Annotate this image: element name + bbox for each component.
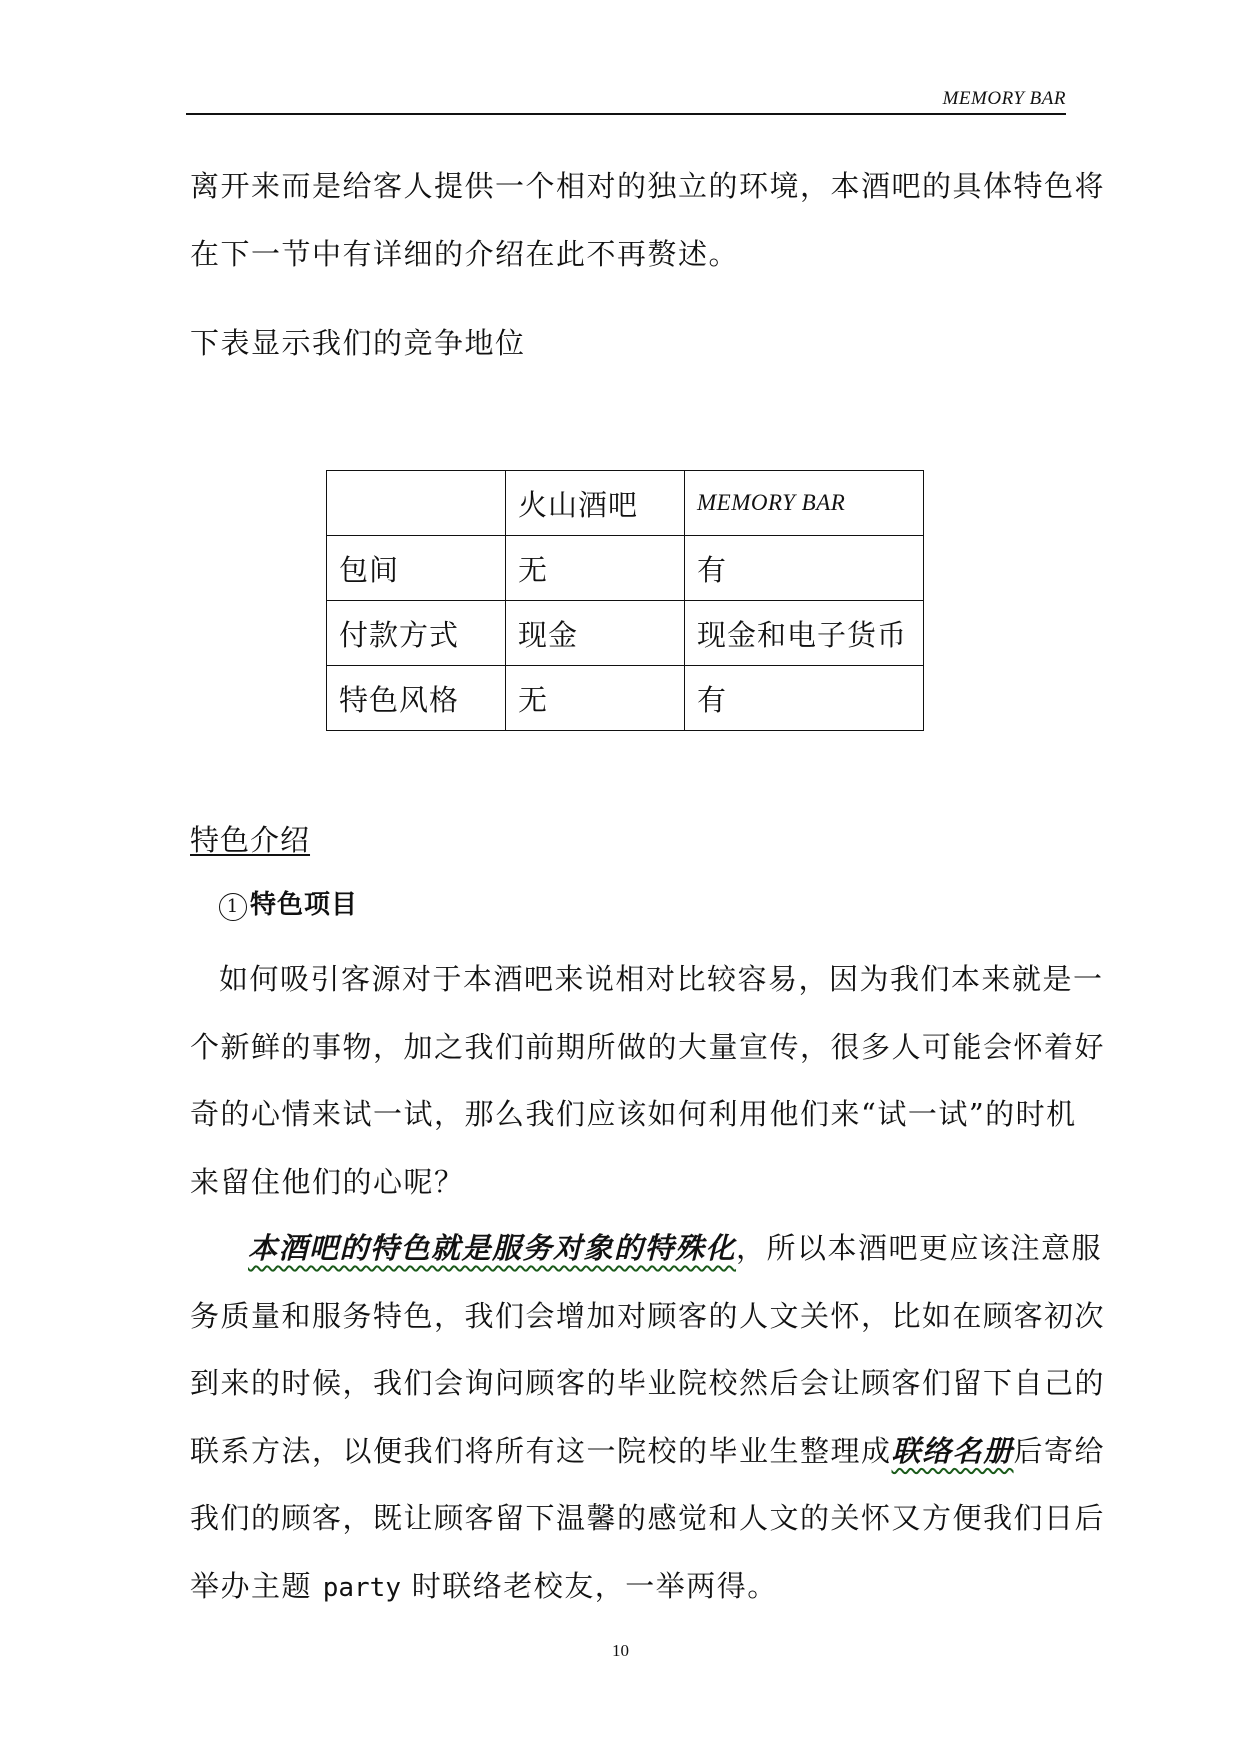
table-cell: 包间 (327, 536, 506, 601)
table-header-cell (327, 471, 506, 536)
party-word: party (322, 1572, 401, 1603)
para2-line: 我们的顾客，既让顾客留下温馨的感觉和人文的关怀又方便我们日后 (190, 1501, 1106, 1535)
intro-paragraph (190, 153, 1106, 288)
table-cell: 现金和电子货币 (685, 601, 924, 666)
table-cell: 有 (685, 666, 924, 731)
table-cell: 付款方式 (327, 601, 506, 666)
table-cell: 无 (506, 666, 685, 731)
table-cell: 特色风格 (327, 666, 506, 731)
sub-heading-text: 特色项目 (250, 890, 359, 920)
table-row (327, 536, 924, 601)
table-row (327, 666, 924, 731)
intro-line-1: 离开来而是给客人提供一个相对的独立的环境，本酒吧的具体特色将 (190, 169, 1106, 203)
competition-table (326, 470, 924, 731)
emphasized-phrase: 联络名册 (891, 1433, 1014, 1468)
para2-line: 到来的时候，我们会询问顾客的毕业院校然后会让顾客们留下自己的 (190, 1366, 1106, 1400)
section-heading: 特色介绍 (190, 823, 311, 857)
table-header-row (327, 471, 924, 536)
para1-line: 个新鲜的事物，加之我们前期所做的大量宣传，很多人可能会怀着好 (190, 1029, 1106, 1064)
para1-line: 奇的心情来试一试，那么我们应该如何利用他们来“试一试”的时机 (190, 1097, 1077, 1131)
table-header-cell: 火山酒吧 (506, 471, 685, 536)
para2-line-6-pre: 举办主题 (190, 1568, 323, 1603)
paragraph-attract-customers (190, 946, 1106, 1216)
para2-line-4-post: 后寄给 (1013, 1433, 1106, 1468)
table-cell: 无 (506, 536, 685, 601)
para2-line-6 (190, 1553, 1062, 1623)
circled-number: 1 (219, 893, 247, 921)
para2-line-4 (190, 1418, 1106, 1486)
intro-line-2: 在下一节中有详细的介绍在此不再赘述。 (190, 236, 740, 271)
sub-heading (219, 884, 358, 921)
running-header: MEMORY BAR (942, 88, 1066, 109)
para2-line-4-pre: 联系方法，以便我们将所有这一院校的毕业生整理成 (190, 1433, 892, 1468)
table-intro-text: 下表显示我们的竞争地位 (190, 326, 526, 360)
para2-line-1 (190, 1215, 1103, 1283)
para2-line-6-post: 时联络老校友，一举两得。 (401, 1568, 778, 1603)
page-number: 10 (612, 1641, 629, 1660)
emphasized-phrase: 本酒吧的特色就是服务对象的特殊化 (248, 1231, 737, 1265)
paragraph-service-features (190, 1215, 1106, 1622)
para2-line-1-rest: ，所以本酒吧更应该注意服 (736, 1231, 1103, 1265)
table-cell: 有 (685, 536, 924, 601)
para1-line: 如何吸引客源对于本酒吧来说相对比较容易，因为我们本来就是一 (219, 962, 1104, 996)
header-rule (186, 113, 1066, 115)
table-row (327, 601, 924, 666)
table-intro (190, 310, 1062, 378)
para1-line: 来留住他们的心呢？ (190, 1164, 465, 1199)
table-cell: 现金 (506, 601, 685, 666)
table-header-cell: MEMORY BAR (685, 471, 924, 536)
para2-line: 务质量和服务特色，我们会增加对顾客的人文关怀，比如在顾客初次 (190, 1298, 1106, 1333)
